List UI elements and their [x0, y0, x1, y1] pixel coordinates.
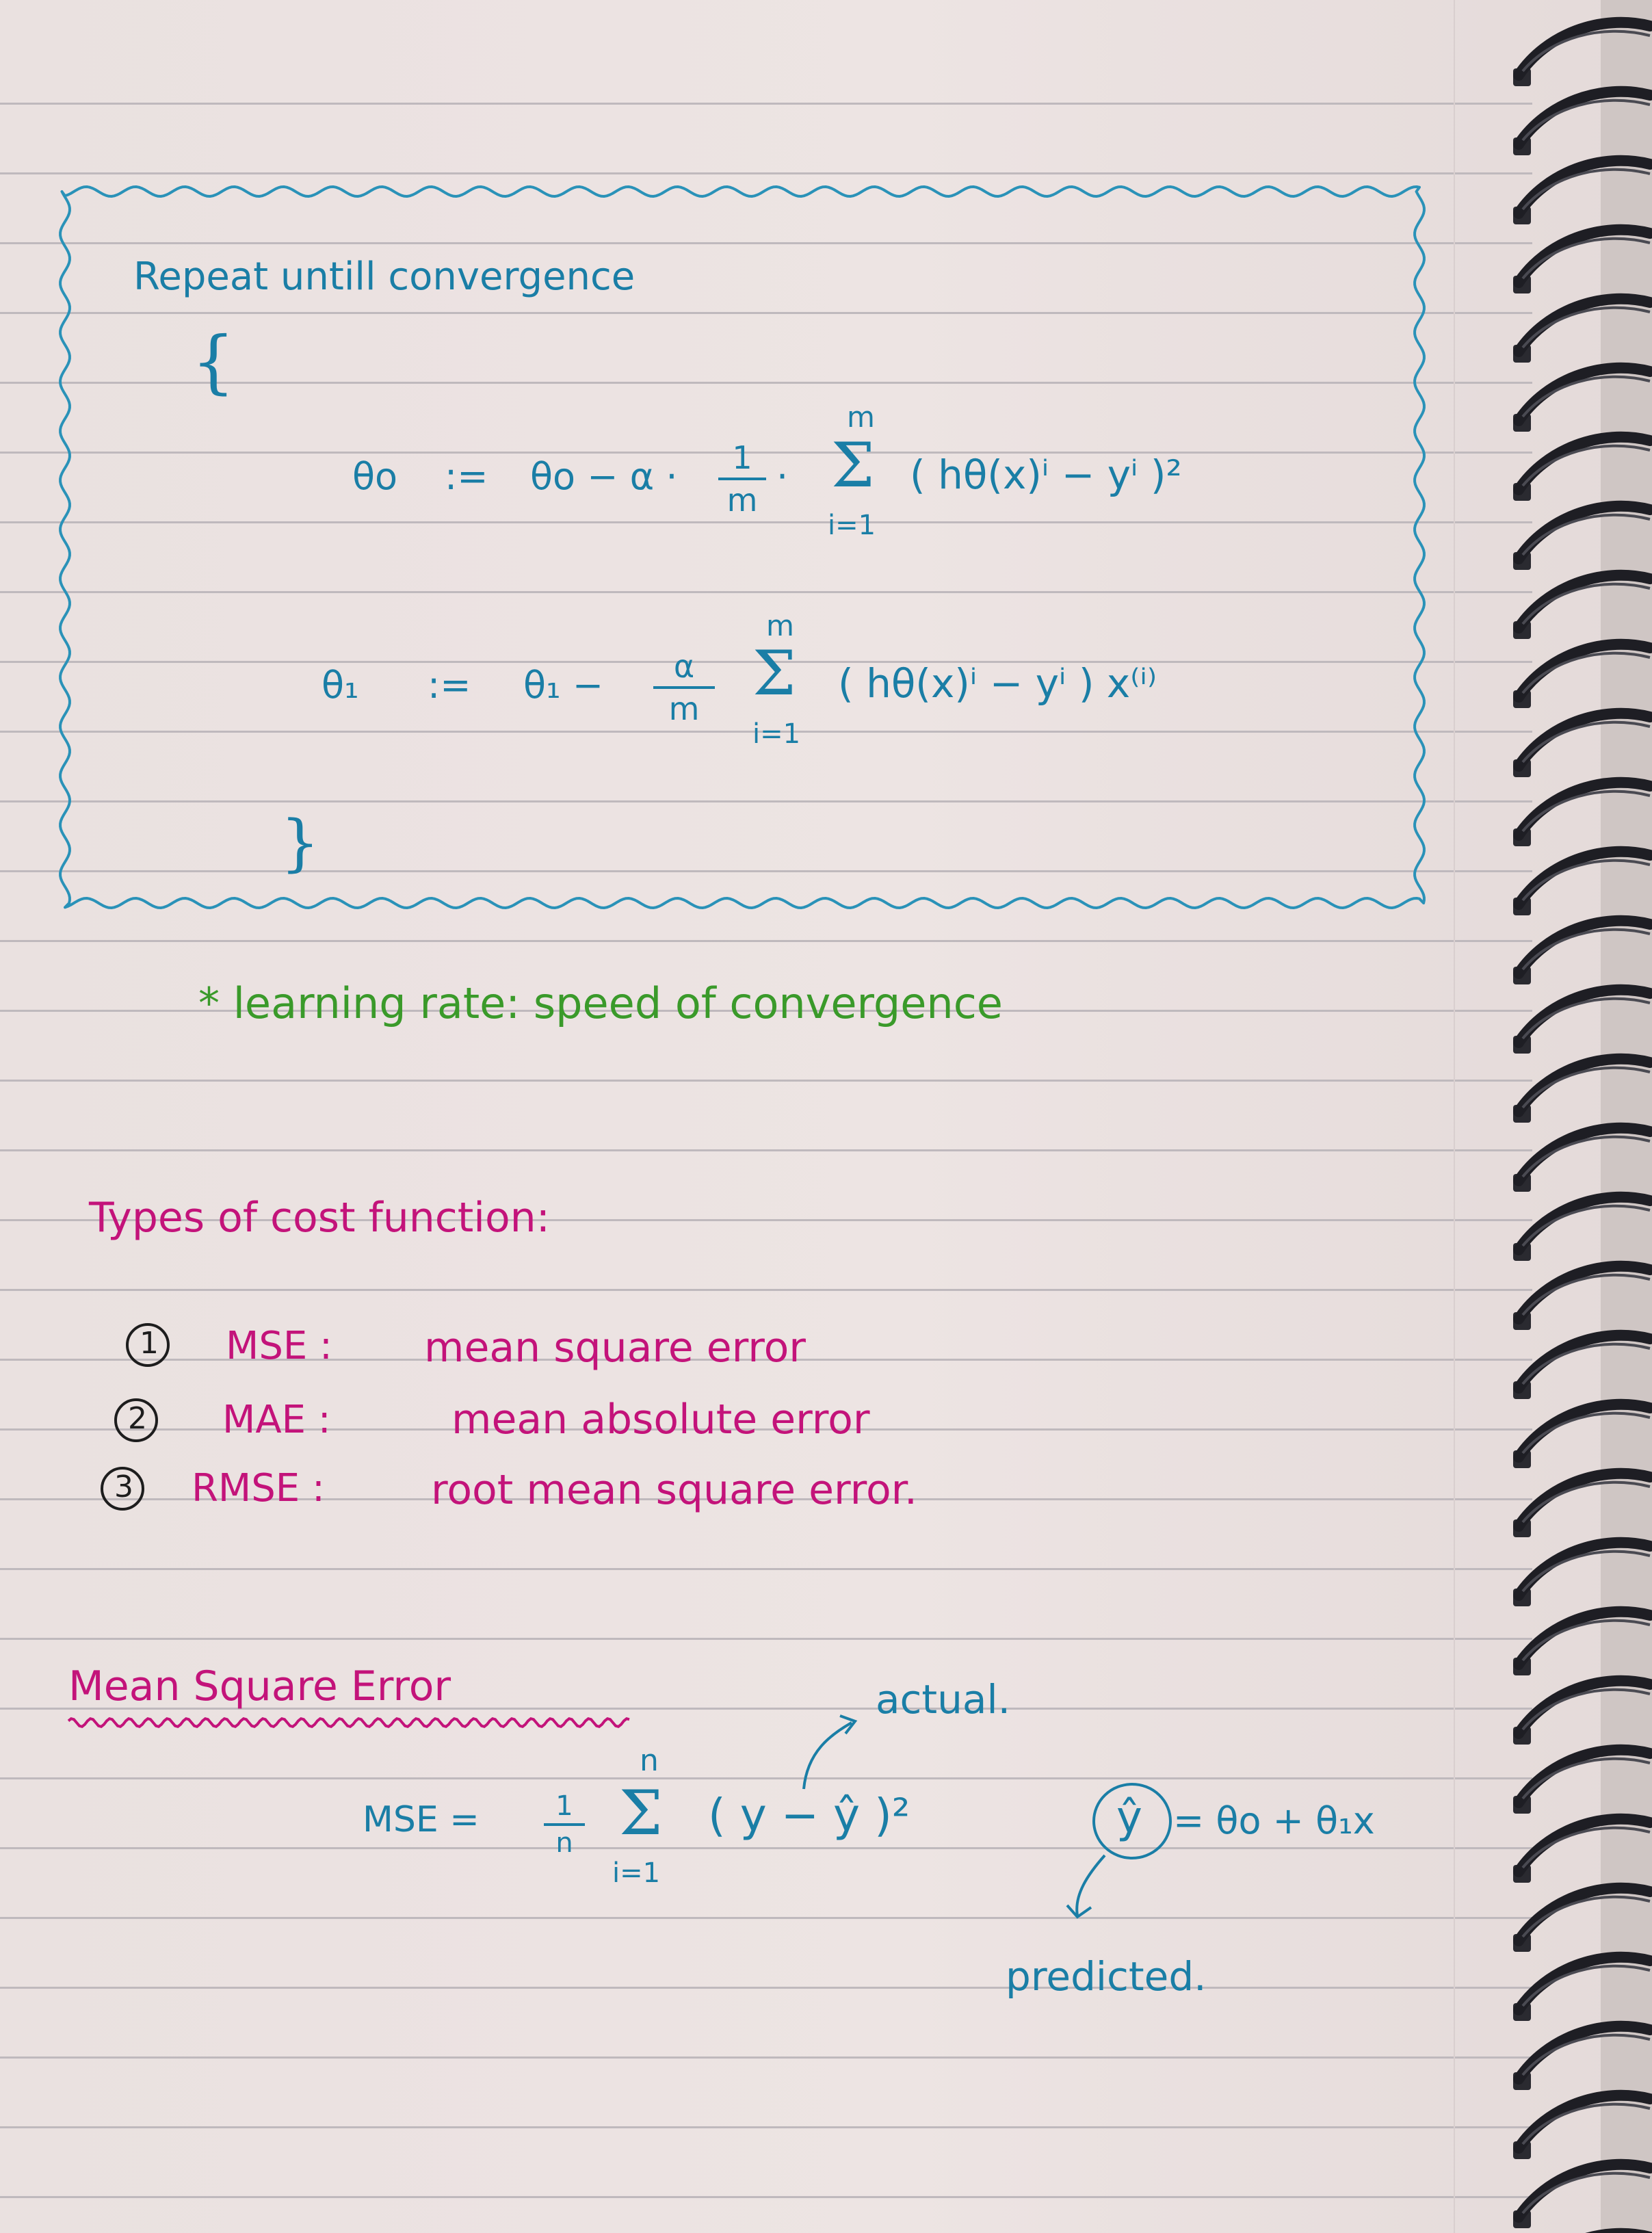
learning-rate-note: * learning rate: speed of convergence	[198, 978, 1003, 1028]
item-number: 2	[128, 1401, 147, 1436]
eq1-frac-num: 1	[718, 438, 766, 480]
eq1-assign: :=	[445, 455, 488, 498]
predicted-arrowhead-icon	[1067, 1905, 1091, 1917]
spiral-binding	[1498, 0, 1652, 2233]
eq2-sigma: Σ	[752, 638, 796, 709]
eq1-sigma: Σ	[831, 430, 875, 501]
eq2-assign: :=	[428, 664, 471, 707]
actual-label: actual.	[876, 1676, 1011, 1723]
eq1-dot: ·	[776, 455, 789, 498]
close-brace: }	[280, 807, 320, 879]
eq2-frac-den: m	[668, 690, 700, 727]
yhat-symbol: ŷ	[1116, 1792, 1142, 1843]
eq1-term: ( hθ(x)ⁱ − yⁱ )²	[910, 452, 1182, 498]
eq1-lhs: θo	[352, 455, 398, 498]
eq1-sum-top: m	[847, 400, 875, 434]
box-heading: Repeat untill convergence	[133, 254, 635, 299]
eq1-rhs-start: θo − α ·	[530, 455, 678, 498]
yhat-definition: = θo + θ₁x	[1173, 1799, 1375, 1842]
eq2-frac-num: α	[653, 647, 715, 689]
open-brace: {	[192, 322, 235, 402]
eq1-sum-bottom: i=1	[828, 510, 876, 541]
mse-frac-num: 1	[544, 1789, 585, 1826]
item-number: 1	[140, 1326, 159, 1361]
item-number: 3	[114, 1470, 133, 1504]
cost-function-heading: Types of cost function:	[89, 1194, 550, 1242]
predicted-arrow	[1077, 1855, 1105, 1916]
mse-term: ( y − ŷ )²	[708, 1789, 910, 1842]
mse-sum-top: n	[640, 1743, 659, 1778]
eq2-lhs: θ₁	[322, 664, 359, 707]
eq1-frac-den: m	[726, 482, 758, 519]
item-abbr: MSE :	[226, 1324, 332, 1368]
item-full: mean absolute error	[451, 1396, 870, 1444]
item-abbr: RMSE :	[192, 1466, 325, 1511]
item-full: root mean square error.	[431, 1466, 917, 1514]
mse-frac-den: n	[555, 1827, 573, 1859]
eq2-rhs-start: θ₁ −	[523, 664, 604, 707]
eq2-sum-top: m	[766, 609, 794, 642]
item-abbr: MAE :	[222, 1398, 331, 1442]
eq2-sum-bottom: i=1	[752, 718, 801, 750]
actual-arrow	[804, 1723, 852, 1789]
mse-lhs: MSE =	[363, 1799, 480, 1840]
mse-sigma: Σ	[619, 1777, 663, 1849]
predicted-label: predicted.	[1006, 1953, 1207, 2000]
item-full: mean square error	[424, 1324, 806, 1372]
mse-heading: Mean Square Error	[68, 1662, 451, 1710]
mse-sum-bottom: i=1	[612, 1857, 661, 1889]
eq2-term: ( hθ(x)ⁱ − yⁱ ) x⁽ⁱ⁾	[838, 660, 1157, 707]
